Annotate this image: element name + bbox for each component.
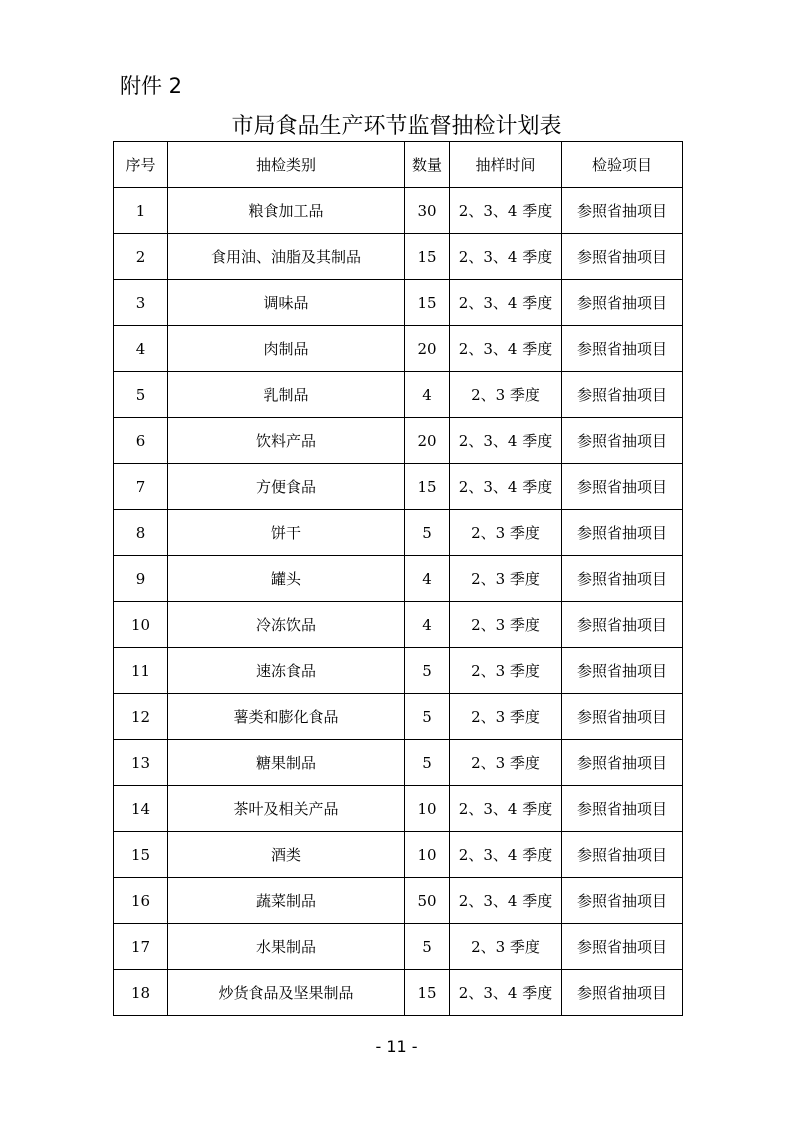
table-row	[114, 970, 683, 1016]
category-cell: 糖果制品	[168, 740, 405, 786]
sampling-time-cell: 2、3、4 季度	[450, 464, 562, 510]
table-row	[114, 326, 683, 372]
sampling-time-cell: 2、3、4 季度	[450, 878, 562, 924]
category-cell: 方便食品	[168, 464, 405, 510]
test-items-cell: 参照省抽项目	[562, 694, 683, 740]
serial-number-cell: 13	[114, 740, 168, 786]
sampling-time-cell: 2、3 季度	[450, 510, 562, 556]
category-cell: 肉制品	[168, 326, 405, 372]
quantity-cell: 5	[405, 694, 450, 740]
sampling-time-cell: 2、3、4 季度	[450, 326, 562, 372]
quantity-cell: 10	[405, 786, 450, 832]
quantity-cell: 5	[405, 924, 450, 970]
table-row	[114, 418, 683, 464]
sampling-time-cell: 2、3 季度	[450, 694, 562, 740]
attachment-label: 附件 2	[120, 74, 183, 98]
quantity-cell: 20	[405, 418, 450, 464]
quantity-cell: 10	[405, 832, 450, 878]
serial-number-cell: 18	[114, 970, 168, 1016]
quantity-cell: 15	[405, 464, 450, 510]
serial-number-cell: 9	[114, 556, 168, 602]
category-cell: 食用油、油脂及其制品	[168, 234, 405, 280]
test-items-cell: 参照省抽项目	[562, 234, 683, 280]
category-cell: 罐头	[168, 556, 405, 602]
quantity-cell: 15	[405, 970, 450, 1016]
category-cell: 调味品	[168, 280, 405, 326]
serial-number-cell: 17	[114, 924, 168, 970]
table-header-row	[114, 142, 683, 188]
serial-number-cell: 3	[114, 280, 168, 326]
quantity-cell: 15	[405, 280, 450, 326]
category-cell: 茶叶及相关产品	[168, 786, 405, 832]
category-cell: 水果制品	[168, 924, 405, 970]
category-cell: 速冻食品	[168, 648, 405, 694]
quantity-cell: 5	[405, 740, 450, 786]
table-row	[114, 510, 683, 556]
header-serial-number: 序号	[114, 142, 168, 188]
serial-number-cell: 14	[114, 786, 168, 832]
sampling-time-cell: 2、3、4 季度	[450, 786, 562, 832]
quantity-cell: 4	[405, 556, 450, 602]
table-row	[114, 372, 683, 418]
sampling-time-cell: 2、3、4 季度	[450, 970, 562, 1016]
test-items-cell: 参照省抽项目	[562, 556, 683, 602]
test-items-cell: 参照省抽项目	[562, 188, 683, 234]
test-items-cell: 参照省抽项目	[562, 510, 683, 556]
quantity-cell: 4	[405, 602, 450, 648]
sampling-time-cell: 2、3 季度	[450, 924, 562, 970]
serial-number-cell: 2	[114, 234, 168, 280]
category-cell: 粮食加工品	[168, 188, 405, 234]
quantity-cell: 15	[405, 234, 450, 280]
serial-number-cell: 12	[114, 694, 168, 740]
serial-number-cell: 1	[114, 188, 168, 234]
test-items-cell: 参照省抽项目	[562, 326, 683, 372]
category-cell: 饮料产品	[168, 418, 405, 464]
serial-number-cell: 15	[114, 832, 168, 878]
header-inspection-category: 抽检类别	[168, 142, 405, 188]
category-cell: 冷冻饮品	[168, 602, 405, 648]
test-items-cell: 参照省抽项目	[562, 924, 683, 970]
quantity-cell: 5	[405, 648, 450, 694]
table-row	[114, 786, 683, 832]
table-row	[114, 280, 683, 326]
quantity-cell: 20	[405, 326, 450, 372]
quantity-cell: 50	[405, 878, 450, 924]
sampling-time-cell: 2、3、4 季度	[450, 234, 562, 280]
table-row	[114, 648, 683, 694]
test-items-cell: 参照省抽项目	[562, 464, 683, 510]
table-row	[114, 464, 683, 510]
test-items-cell: 参照省抽项目	[562, 878, 683, 924]
sampling-time-cell: 2、3 季度	[450, 740, 562, 786]
sampling-time-cell: 2、3、4 季度	[450, 188, 562, 234]
table-row	[114, 740, 683, 786]
serial-number-cell: 5	[114, 372, 168, 418]
table-row	[114, 556, 683, 602]
category-cell: 酒类	[168, 832, 405, 878]
table-body	[114, 188, 683, 1016]
category-cell: 蔬菜制品	[168, 878, 405, 924]
serial-number-cell: 16	[114, 878, 168, 924]
table-row	[114, 832, 683, 878]
sampling-time-cell: 2、3、4 季度	[450, 418, 562, 464]
sampling-time-cell: 2、3、4 季度	[450, 832, 562, 878]
test-items-cell: 参照省抽项目	[562, 280, 683, 326]
table-row	[114, 694, 683, 740]
sampling-time-cell: 2、3 季度	[450, 602, 562, 648]
quantity-cell: 5	[405, 510, 450, 556]
category-cell: 炒货食品及坚果制品	[168, 970, 405, 1016]
quantity-cell: 4	[405, 372, 450, 418]
serial-number-cell: 7	[114, 464, 168, 510]
serial-number-cell: 11	[114, 648, 168, 694]
table-row	[114, 602, 683, 648]
test-items-cell: 参照省抽项目	[562, 418, 683, 464]
sampling-time-cell: 2、3 季度	[450, 372, 562, 418]
page-number: - 11 -	[375, 1037, 418, 1056]
page-title: 市局食品生产环节监督抽检计划表	[231, 114, 562, 139]
sampling-time-cell: 2、3、4 季度	[450, 280, 562, 326]
serial-number-cell: 8	[114, 510, 168, 556]
header-quantity: 数量	[405, 142, 450, 188]
test-items-cell: 参照省抽项目	[562, 648, 683, 694]
test-items-cell: 参照省抽项目	[562, 602, 683, 648]
sampling-time-cell: 2、3 季度	[450, 556, 562, 602]
test-items-cell: 参照省抽项目	[562, 372, 683, 418]
inspection-plan-table	[113, 141, 683, 1016]
quantity-cell: 30	[405, 188, 450, 234]
test-items-cell: 参照省抽项目	[562, 832, 683, 878]
header-sampling-time: 抽样时间	[450, 142, 562, 188]
table-row	[114, 234, 683, 280]
test-items-cell: 参照省抽项目	[562, 970, 683, 1016]
serial-number-cell: 10	[114, 602, 168, 648]
category-cell: 薯类和膨化食品	[168, 694, 405, 740]
test-items-cell: 参照省抽项目	[562, 740, 683, 786]
category-cell: 乳制品	[168, 372, 405, 418]
header-test-items: 检验项目	[562, 142, 683, 188]
table-row	[114, 924, 683, 970]
category-cell: 饼干	[168, 510, 405, 556]
sampling-time-cell: 2、3 季度	[450, 648, 562, 694]
serial-number-cell: 6	[114, 418, 168, 464]
table-row	[114, 188, 683, 234]
serial-number-cell: 4	[114, 326, 168, 372]
table-row	[114, 878, 683, 924]
test-items-cell: 参照省抽项目	[562, 786, 683, 832]
